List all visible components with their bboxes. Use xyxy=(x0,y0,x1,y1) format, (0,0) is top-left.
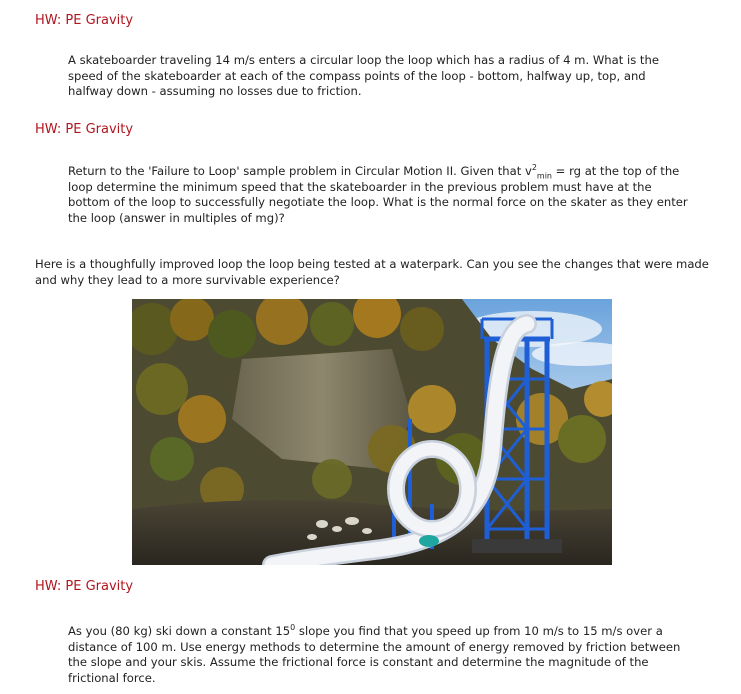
problem-text-part: slope you find that you speed up from 10 m/s to 15 m/s over a distance of 100 m. Use energy methods to determine the amount of energy removed by friction between the slope and your skis. Assume the frictional force is constant and determine the magnitude of the frictional force. xyxy=(68,624,681,685)
intro-text: Here is a thoughfully improved loop the loop being tested at a waterpark. Can you see the changes that were made and why they lead to a more survivable experience? xyxy=(35,257,709,287)
waterslide-photo xyxy=(132,299,612,565)
section-heading: HW: PE Gravity xyxy=(35,579,134,594)
subscript: min xyxy=(536,171,552,181)
section-heading: HW: PE Gravity xyxy=(35,13,134,28)
problem-text xyxy=(68,164,688,226)
problem-text-part: = rg at the top of the loop determine the minimum speed that the skateboarder in the previous problem must have at the bottom of the loop to successfully negotiate the loop. What is the normal force on the skater as they enter the loop (answer in multiples of mg)? xyxy=(68,164,688,225)
problem-text xyxy=(68,624,688,686)
superscript: 2 xyxy=(531,163,537,173)
problem-text-part: As you (80 kg) ski down a constant 15 xyxy=(68,624,291,638)
superscript: 0 xyxy=(290,623,296,633)
problem-text: A skateboarder traveling 14 m/s enters a circular loop the loop which has a radius of 4 m. What is the speed of the skateboarder at each of the compass points of the loop - bottom, halfway up, top, and halfway down - assuming no losses due to friction. xyxy=(68,53,659,98)
waterslide-illustration xyxy=(132,299,612,565)
problem-text-part: Return to the 'Failure to Loop' sample problem in Circular Motion II. Given that v xyxy=(68,164,532,178)
section-heading: HW: PE Gravity xyxy=(35,122,134,137)
